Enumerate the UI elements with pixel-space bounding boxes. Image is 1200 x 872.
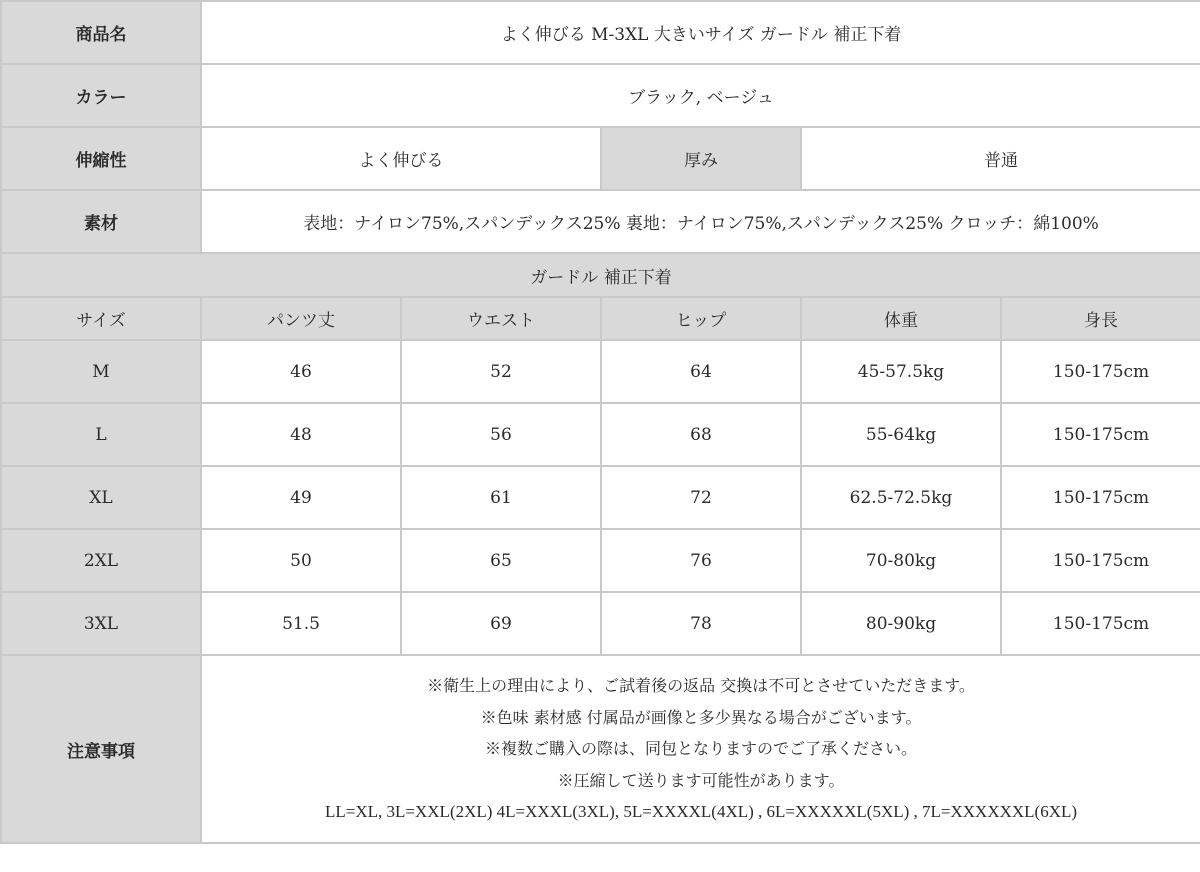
hip-cell: 64 bbox=[601, 340, 801, 403]
size-cell: 3XL bbox=[1, 592, 201, 655]
header-length: パンツ丈 bbox=[201, 297, 401, 340]
height-cell: 150-175cm bbox=[1001, 466, 1200, 529]
product-name-label: 商品名 bbox=[1, 1, 201, 64]
weight-cell: 80-90kg bbox=[801, 592, 1001, 655]
hip-cell: 72 bbox=[601, 466, 801, 529]
notes-row bbox=[1, 655, 1200, 843]
hip-cell: 76 bbox=[601, 529, 801, 592]
height-cell: 150-175cm bbox=[1001, 592, 1200, 655]
length-cell: 49 bbox=[201, 466, 401, 529]
weight-cell: 45-57.5kg bbox=[801, 340, 1001, 403]
length-cell: 46 bbox=[201, 340, 401, 403]
hip-cell: 78 bbox=[601, 592, 801, 655]
color-row bbox=[1, 64, 1200, 127]
length-cell: 51.5 bbox=[201, 592, 401, 655]
note-line: ※衛生上の理由により、ご試着後の返品 交換は不可とさせていただきます。 bbox=[427, 676, 975, 696]
height-cell: 150-175cm bbox=[1001, 529, 1200, 592]
stretch-label: 伸縮性 bbox=[1, 127, 201, 190]
stretch-row bbox=[1, 127, 1200, 190]
hip-cell: 68 bbox=[601, 403, 801, 466]
weight-cell: 70-80kg bbox=[801, 529, 1001, 592]
height-cell: 150-175cm bbox=[1001, 340, 1200, 403]
note-line: ※色味 素材感 付属品が画像と多少異なる場合がございます。 bbox=[480, 707, 922, 727]
waist-cell: 52 bbox=[401, 340, 601, 403]
header-height: 身長 bbox=[1001, 297, 1200, 340]
stretch-value: よく伸びる bbox=[201, 127, 601, 190]
notes-content bbox=[201, 655, 1200, 843]
size-cell: 2XL bbox=[1, 529, 201, 592]
color-label: カラー bbox=[1, 64, 201, 127]
header-waist: ウエスト bbox=[401, 297, 601, 340]
size-table-title: ガードル 補正下着 bbox=[1, 253, 1200, 297]
table-row bbox=[1, 340, 1200, 403]
size-table-header-row bbox=[1, 297, 1200, 340]
weight-cell: 62.5-72.5kg bbox=[801, 466, 1001, 529]
header-hip: ヒップ bbox=[601, 297, 801, 340]
table-row bbox=[1, 466, 1200, 529]
size-cell: M bbox=[1, 340, 201, 403]
material-value: 表地：ナイロン75%,スパンデックス25% 裏地：ナイロン75%,スパンデックス25% クロッチ：綿100% bbox=[201, 190, 1200, 253]
color-value: ブラック, ベージュ bbox=[201, 64, 1200, 127]
size-cell: XL bbox=[1, 466, 201, 529]
length-cell: 50 bbox=[201, 529, 401, 592]
table-row bbox=[1, 529, 1200, 592]
waist-cell: 65 bbox=[401, 529, 601, 592]
material-label: 素材 bbox=[1, 190, 201, 253]
note-line: ※複数ご購入の際は、同包となりますのでご了承ください。 bbox=[485, 739, 918, 759]
height-cell: 150-175cm bbox=[1001, 403, 1200, 466]
product-name-row bbox=[1, 1, 1200, 64]
notes-label: 注意事項 bbox=[1, 655, 201, 843]
thickness-value: 普通 bbox=[801, 127, 1200, 190]
waist-cell: 61 bbox=[401, 466, 601, 529]
size-conversion-note: LL=XL, 3L=XXL(2XL) 4L=XXXL(3XL), 5L=XXXXL(4XL) , 6L=XXXXXL(5XL) , 7L=XXXXXXL(6XL) bbox=[325, 802, 1078, 822]
waist-cell: 69 bbox=[401, 592, 601, 655]
table-row bbox=[1, 592, 1200, 655]
table-row bbox=[1, 403, 1200, 466]
material-row bbox=[1, 190, 1200, 253]
header-size: サイズ bbox=[1, 297, 201, 340]
waist-cell: 56 bbox=[401, 403, 601, 466]
thickness-label: 厚み bbox=[601, 127, 801, 190]
weight-cell: 55-64kg bbox=[801, 403, 1001, 466]
note-line: ※圧縮して送ります可能性があります。 bbox=[557, 770, 845, 790]
length-cell: 48 bbox=[201, 403, 401, 466]
size-cell: L bbox=[1, 403, 201, 466]
header-weight: 体重 bbox=[801, 297, 1001, 340]
product-name-value: よく伸びる M-3XL 大きいサイズ ガードル 補正下着 bbox=[201, 1, 1200, 64]
size-table-title-row bbox=[1, 253, 1200, 297]
